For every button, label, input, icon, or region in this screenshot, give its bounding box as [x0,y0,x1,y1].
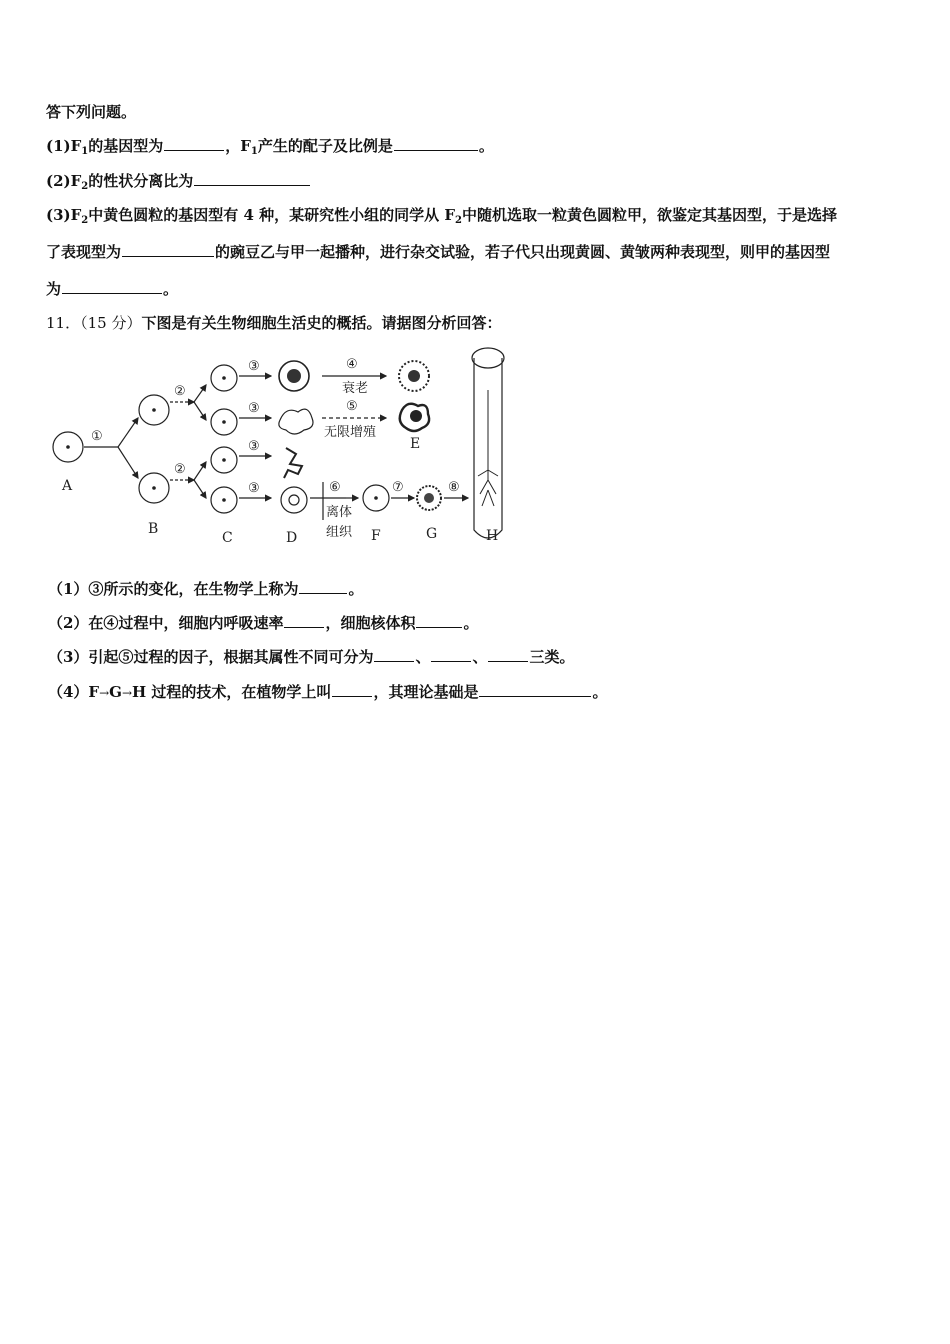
differentiated-cell-2 [279,409,313,434]
label-f: F [371,528,381,544]
q10-part3-line2: 了表现型为 的豌豆乙与甲一起播种，进行杂交试验，若子代只出现黄圆、黄皱两种表现型，则甲的基因型 [46,243,831,261]
answer-blank[interactable] [62,279,162,294]
step-3-c: ③ [248,439,260,454]
answer-blank[interactable] [284,613,324,628]
q10-part1: $(1)F_1$的基因型为 ，$F_1$产生的配子及比例是 。 [46,137,494,157]
q11-sub3: （3）引起⑤过程的因子，根据其属性不同可分为 、 、 三类。 [48,648,575,666]
label-c: C [222,530,233,546]
answer-blank[interactable] [431,647,471,662]
step-7: ⑦ [392,480,404,495]
answer-blank[interactable] [394,136,478,151]
text-aging: 衰老 [342,381,369,396]
q10-part3-line1: $(3)F_2$中黄色圆粒的基因型有 4 种，某研究性小组的同学从 $F_2$中随机选取一粒黄色圆粒甲，欲鉴定其基因型，于是选择 [46,206,837,226]
answer-blank[interactable] [374,647,414,662]
q10-part3-line3: 为 。 [46,280,179,298]
step-2-upper: ② [174,384,186,399]
differentiated-cell-3 [284,448,302,478]
answer-blank[interactable] [122,242,214,257]
q11-sub4: （4）F→G→H 过程的技术，在植物学上叫 ，其理论基础是 。 [48,683,608,701]
step-6: ⑥ [329,480,341,495]
label-a: A [62,478,73,494]
cell-d [281,487,307,513]
answer-blank[interactable] [299,579,347,594]
label-g: G [426,526,438,542]
label-b: B [148,521,159,537]
answer-blank[interactable] [164,136,224,151]
q11-header: 11．（15 分）下图是有关生物细胞生活史的概括。请据图分析回答： [46,314,502,332]
step-3-d: ③ [248,481,260,496]
cell-life-history-diagram [46,340,516,550]
label-e: E [410,436,421,452]
answer-blank[interactable] [479,682,591,697]
step-5: ⑤ [346,399,358,414]
answer-blank[interactable] [488,647,528,662]
step-3-b: ③ [248,401,260,416]
q10-part2: $(2)F_2$的性状分离比为 [46,171,311,197]
label-h: H [486,528,499,544]
text-isolated-2: 组织 [326,525,353,540]
step-1: ① [91,429,103,444]
step-8: ⑧ [448,480,460,495]
answer-blank[interactable] [332,682,372,697]
step-4: ④ [346,357,358,372]
label-d: D [286,530,298,546]
answer-blank[interactable] [416,613,462,628]
q10-intro: 答下列问题。 [46,103,137,121]
q11-sub2: （2）在④过程中，细胞内呼吸速率 ，细胞核体积 。 [48,614,479,632]
text-proliferation: 无限增殖 [324,425,377,440]
answer-blank[interactable] [194,171,310,186]
q11-sub1: （1）③所示的变化，在生物学上称为 。 [48,580,364,598]
step-3-a: ③ [248,359,260,374]
step-2-lower: ② [174,462,186,477]
text-isolated-1: 离体 [326,505,353,520]
